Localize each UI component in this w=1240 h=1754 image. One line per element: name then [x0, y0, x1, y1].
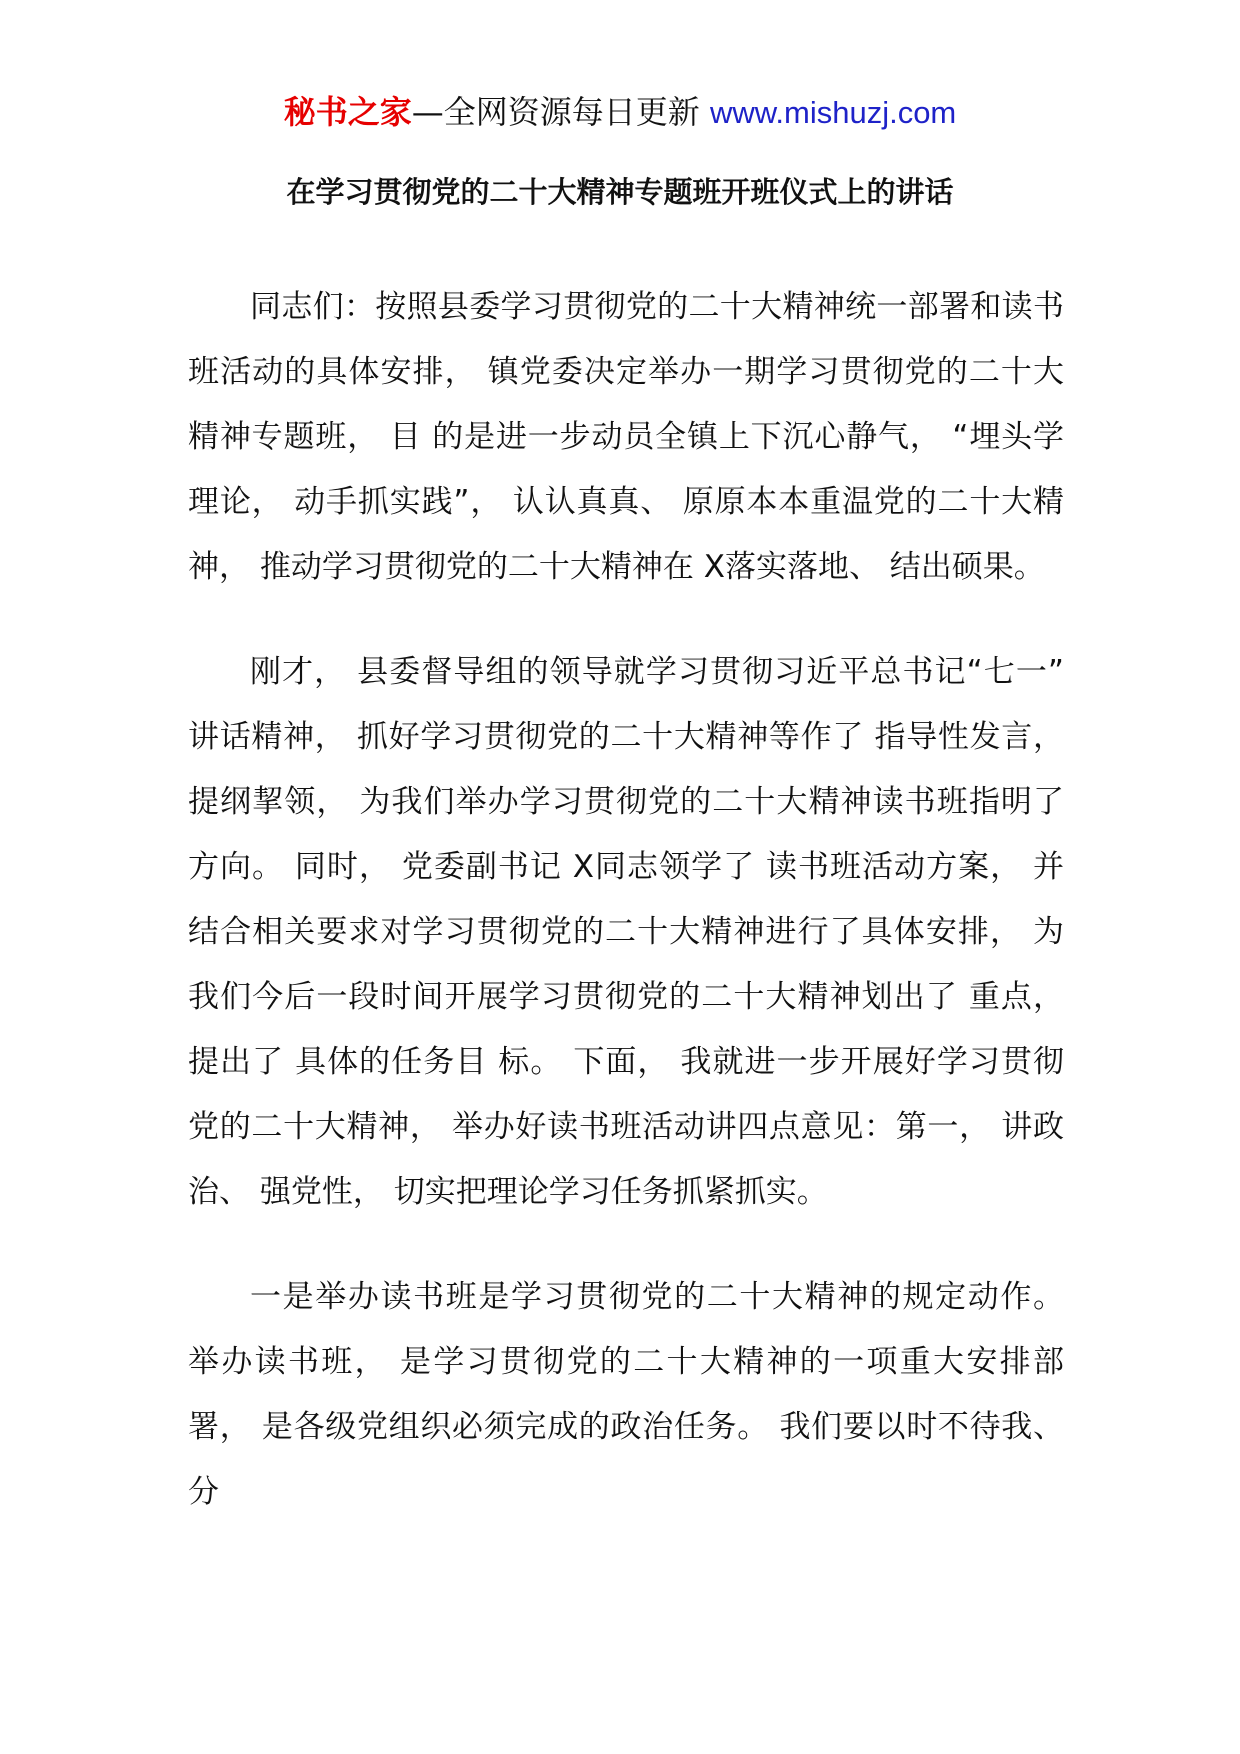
paragraph: 一是举办读书班是学习贯彻党的二十大精神的规定动作。 举办读书班， 是学习贯彻党的二十大精神的一项重大安排部署， 是各级党组织必须完成的政治任务。 我们要以时不待我、 分 [188, 1279, 1064, 1510]
site-header [0, 92, 1240, 133]
brand-name: 秘书之家 [283, 93, 412, 131]
document-title: 在学习贯彻党的二十大精神专题班开班仪式上的讲话 [286, 175, 954, 209]
site-url-link[interactable]: www.mishuzj.com [709, 95, 957, 130]
header-tagline: —全网资源每日更新 [411, 93, 700, 131]
paragraph: 同志们：按照县委学习贯彻党的二十大精神统一部署和读书班活动的具体安排， 镇党委决定举办一期学习贯彻党的二十大精神专题班， 目 的是进一步动员全镇上下沉心静气， “埋头学理论， 动手抓实践”， 认认真真、 原原本本重温党的二十大精神， 推动学习贯彻党的二十大精神在 X落实落地、 结出硕果。 [188, 289, 1064, 585]
paragraph: 刚才， 县委督导组的领导就学习贯彻习近平总书记“七一” 讲话精神， 抓好学习贯彻党的二十大精神等作了 指导性发言， 提纲挈领， 为我们举办学习贯彻党的二十大精神读书班指明了 方向。 同时， 党委副书记 X同志领学了 读书班活动方案， 并结合相关要求对学习贯彻党的二十大精神进行了具体安排， 为我们今后一段时间开展学习贯彻党的二十大精神划出了 重点， 提出了 具体的任务目 标。 下面， 我就进一步开展好学习贯彻党的二十大精神， 举办好读书班活动讲四点意见：第一， 讲政治、 强党性， 切实把理论学习任务抓紧抓实。 [188, 654, 1064, 1210]
document-body [188, 275, 1064, 1525]
